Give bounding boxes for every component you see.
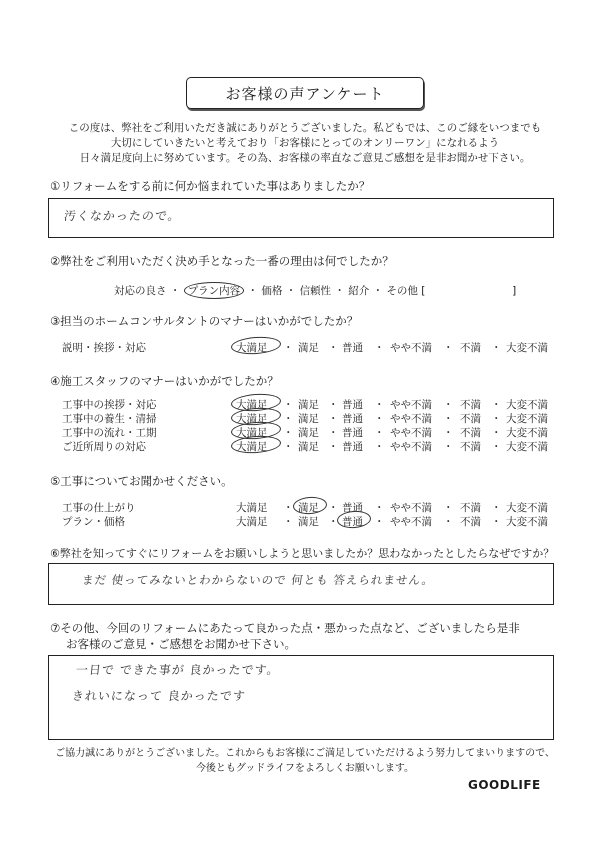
q5-row-2-label: プラン・価格 xyxy=(62,516,125,528)
q4-scale-1-option-4[interactable]: やや不満 xyxy=(390,399,432,411)
q4-scale-1-separator-2: ・ xyxy=(328,399,339,411)
q3-scale-option-1[interactable]: 大満足 xyxy=(236,342,268,354)
q5-scale-2-separator-1: ・ xyxy=(283,516,294,528)
q2-question: ②弊社をご利用いただく決め手となった一番の理由は何でしたか？ xyxy=(50,254,394,268)
q4-scale-2-separator-4: ・ xyxy=(443,413,454,425)
q7-question-line-1: ⑦その他、今回のリフォームにあたって良かった点・悪かった点など、ございましたら是非 xyxy=(50,621,520,635)
q3-scale-option-3[interactable]: 普通 xyxy=(342,342,363,354)
q3-scale-separator-1: ・ xyxy=(283,342,294,354)
q4-scale-4-option-3[interactable]: 普通 xyxy=(342,441,363,453)
q4-scale-2-option-4[interactable]: やや不満 xyxy=(390,413,432,425)
q1-question: ①リフォームをする前に何か悩まれていた事はありましたか？ xyxy=(50,179,371,193)
q4-scale-3-separator-1: ・ xyxy=(283,427,294,439)
q4-scale-1-option-6[interactable]: 大変不満 xyxy=(506,399,548,411)
q4-row-2-label: 工事中の養生・清掃 xyxy=(62,413,157,425)
q2-option-6[interactable]: その他 xyxy=(386,285,418,297)
q4-scale-2-option-1[interactable]: 大満足 xyxy=(236,413,268,425)
q4-scale-2-option-6[interactable]: 大変不満 xyxy=(506,413,548,425)
q5-scale-1-separator-1: ・ xyxy=(283,502,294,514)
q5-scale-1-option-5[interactable]: 不満 xyxy=(460,502,481,514)
q4-scale-4-option-1[interactable]: 大満足 xyxy=(236,441,268,453)
q2-option-5[interactable]: 紹介 xyxy=(348,285,370,297)
q5-scale-2-selected-circle xyxy=(336,510,371,529)
q5-scale-2-option-1[interactable]: 大満足 xyxy=(236,516,268,528)
q3-scale-separator-3: ・ xyxy=(374,342,385,354)
intro-line-1: この度は、弊社をご利用いただき誠にありがとうございました。私どもでは、このご縁をいつまでも xyxy=(68,122,542,134)
q2-option-2[interactable]: プラン内容 xyxy=(184,282,245,299)
footer-line-1: ご協力誠にありがとうございました。これからもお客様にご満足していただけるよう努力してまいりますので、 xyxy=(55,748,555,759)
q5-scale-2-option-5[interactable]: 不満 xyxy=(460,516,481,528)
survey-title-text: お客様の声アンケート xyxy=(225,84,385,103)
q4-scale-3-separator-2: ・ xyxy=(328,427,339,439)
q5-scale-2-option-6[interactable]: 大変不満 xyxy=(506,516,548,528)
q4-scale-3-option-2[interactable]: 満足 xyxy=(298,427,319,439)
intro-text xyxy=(40,121,570,166)
q4-scale-4-separator-3: ・ xyxy=(374,441,385,453)
q2-option-4[interactable]: 信頼性 xyxy=(299,285,332,297)
q4-scale-3-option-5[interactable]: 不満 xyxy=(460,427,481,439)
q4-scale-4-separator-4: ・ xyxy=(443,441,454,453)
q6-question: ⑥弊社を知ってすぐにリフォームをお願いしようと思いましたか？思わなかったとしたらなぜですか？ xyxy=(50,547,555,560)
q2-option-3[interactable]: 価格 xyxy=(261,285,283,297)
q4-scale-1-option-1[interactable]: 大満足 xyxy=(236,399,268,411)
q4-scale-1-option-2[interactable]: 満足 xyxy=(298,399,319,411)
q5-scale-1-option-6[interactable]: 大変不満 xyxy=(506,502,548,514)
q4-question: ④施工スタッフのマナーはいかがでしたか？ xyxy=(50,374,279,388)
q1-answer: 汚くなかったので。 xyxy=(63,209,182,223)
q4-scale-2-option-2[interactable]: 満足 xyxy=(298,413,319,425)
q4-scale-4-option-2[interactable]: 満足 xyxy=(298,441,319,453)
q5-scale-1-separator-5: ・ xyxy=(491,502,502,514)
q5-question: ⑤工事についてお聞かせください。 xyxy=(50,474,233,488)
q2-option-1[interactable]: 対応の良さ xyxy=(114,285,167,297)
q4-scale-3-separator-5: ・ xyxy=(491,427,502,439)
q4-scale-4-separator-1: ・ xyxy=(283,441,294,453)
q5-scale-2-separator-5: ・ xyxy=(491,516,502,528)
brand-logo: GOODLIFE xyxy=(468,778,541,792)
q4-scale-2-option-5[interactable]: 不満 xyxy=(460,413,481,425)
q4-scale-2-separator-1: ・ xyxy=(283,413,294,425)
q4-scale-4-separator-5: ・ xyxy=(491,441,502,453)
q2-bracket-close: ] xyxy=(512,285,517,297)
q5-scale-2-option-4[interactable]: やや不満 xyxy=(390,516,432,528)
intro-line-3: 日々満足度向上に努めています。その為、お客様の率直なご意見ご感想を是非お聞かせ下さい。 xyxy=(79,152,531,164)
q4-scale-2-separator-2: ・ xyxy=(328,413,339,425)
q4-row-1-label: 工事中の挨拶・対応 xyxy=(62,399,157,411)
q5-scale-2-separator-4: ・ xyxy=(443,516,454,528)
q3-scale-separator-4: ・ xyxy=(443,342,454,354)
q4-row-4-label: ご近所周りの対応 xyxy=(62,441,146,453)
q5-scale-1-separator-4: ・ xyxy=(443,502,454,514)
q5-scale-2-separator-3: ・ xyxy=(374,516,385,528)
q3-row-label: 説明・挨拶・対応 xyxy=(62,342,146,354)
q5-scale-2-option-3[interactable]: 普通 xyxy=(342,516,363,528)
q4-scale-3-separator-3: ・ xyxy=(374,427,385,439)
q5-row-1-label: 工事の仕上がり xyxy=(62,502,136,514)
q5-scale-1-option-4[interactable]: やや不満 xyxy=(390,502,432,514)
footer-text xyxy=(40,746,570,776)
q3-scale-separator-5: ・ xyxy=(491,342,502,354)
q5-scale-1-separator-2: ・ xyxy=(328,502,339,514)
q4-scale-4-option-5[interactable]: 不満 xyxy=(460,441,481,453)
q7-question-line-2: お客様のご意見・ご感想をお聞かせ下さい。 xyxy=(66,637,296,651)
q2-bracket-open: [ xyxy=(421,285,426,297)
q3-scale-selected-circle xyxy=(230,335,281,355)
q7-answer-line-1: 一日で できた事が 良かったです。 xyxy=(75,663,281,677)
q4-scale-1-separator-5: ・ xyxy=(491,399,502,411)
q4-scale-1-option-5[interactable]: 不満 xyxy=(460,399,481,411)
q4-scale-1-separator-4: ・ xyxy=(443,399,454,411)
q4-scale-2-option-3[interactable]: 普通 xyxy=(342,413,363,425)
q4-scale-3-option-6[interactable]: 大変不満 xyxy=(506,427,548,439)
q4-scale-3-option-4[interactable]: やや不満 xyxy=(390,427,432,439)
q5-scale-1-option-2[interactable]: 満足 xyxy=(298,502,319,514)
q4-scale-2-separator-3: ・ xyxy=(374,413,385,425)
q3-question: ③担当のホームコンサルタントのマナーはいかがでしたか？ xyxy=(50,314,359,328)
q4-scale-4-option-4[interactable]: やや不満 xyxy=(390,441,432,453)
q4-scale-3-option-1[interactable]: 大満足 xyxy=(236,427,268,439)
q3-scale-option-4[interactable]: やや不満 xyxy=(390,342,432,354)
q6-answer: まだ 使ってみないとわからないので 何とも 答えられません。 xyxy=(81,573,435,587)
q3-scale-option-6[interactable]: 大変不満 xyxy=(506,342,548,354)
q5-scale-2-separator-2: ・ xyxy=(328,516,339,528)
q4-row-3-label: 工事中の流れ・工期 xyxy=(62,427,157,439)
q4-scale-1-option-3[interactable]: 普通 xyxy=(342,399,363,411)
q5-scale-1-option-1[interactable]: 大満足 xyxy=(236,502,268,514)
footer-line-2: 今後ともグッドライフをよろしくお願いします。 xyxy=(195,763,415,774)
q5-scale-2-option-2[interactable]: 満足 xyxy=(298,516,319,528)
intro-line-2: 大切にしていきたいと考えており「お客様にとってのオンリーワン」になれるよう xyxy=(110,137,500,149)
q4-scale-3-option-3[interactable]: 普通 xyxy=(342,427,363,439)
q7-answer-line-2: きれいになって 良かったです xyxy=(71,689,247,703)
q3-scale-separator-2: ・ xyxy=(328,342,339,354)
q3-scale-option-2[interactable]: 満足 xyxy=(298,342,319,354)
q4-scale-1-separator-3: ・ xyxy=(374,399,385,411)
q5-scale-1-selected-circle xyxy=(292,496,327,515)
q4-scale-1-separator-1: ・ xyxy=(283,399,294,411)
q2-options: 対応の良さ ・ プラン内容 ・ 価格 ・ 信頼性 ・ 紹介 ・ その他 [ ] xyxy=(114,282,516,299)
q4-scale-4-separator-2: ・ xyxy=(328,441,339,453)
q4-scale-3-separator-4: ・ xyxy=(443,427,454,439)
q3-scale-option-5[interactable]: 不満 xyxy=(460,342,481,354)
q4-scale-4-option-6[interactable]: 大変不満 xyxy=(506,441,548,453)
q5-scale-1-option-3[interactable]: 普通 xyxy=(342,502,363,514)
q4-scale-2-separator-5: ・ xyxy=(491,413,502,425)
q5-scale-1-separator-3: ・ xyxy=(374,502,385,514)
survey-title xyxy=(186,77,424,109)
